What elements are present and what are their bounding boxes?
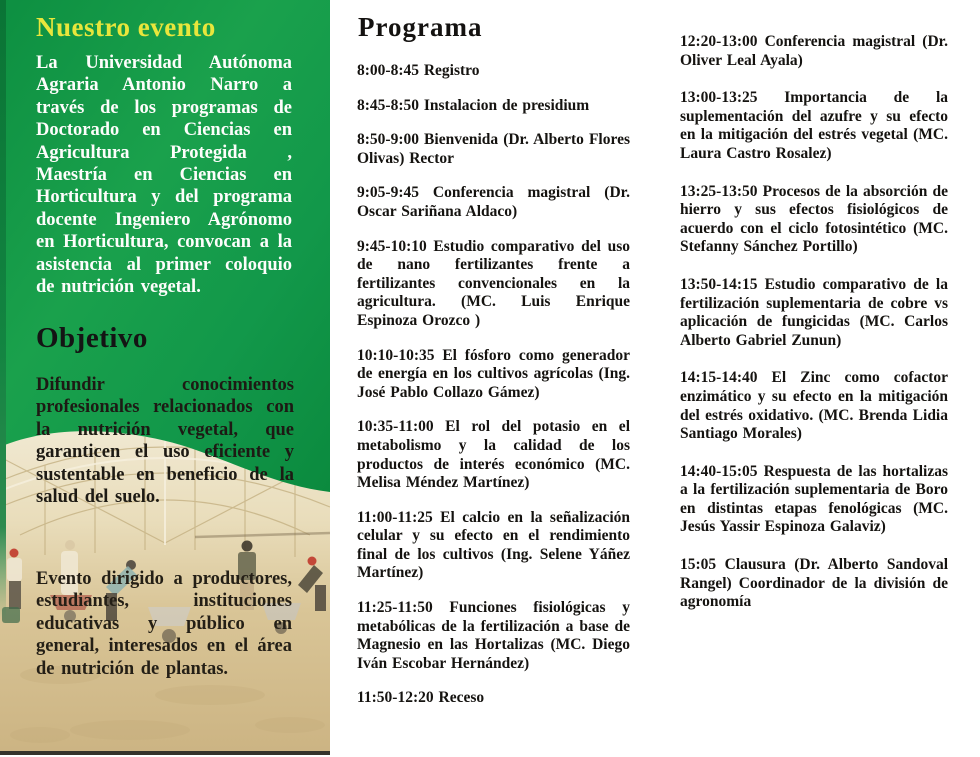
program-item: 15:05 Clausura (Dr. Alberto Sandoval Rangel) Coordinador de la división de agronomía — [680, 556, 948, 611]
event-intro-text: La Universidad Autónoma Agraria Antonio Narro a través de los programas de Doctorado en Ciencias en Agricultura Protegida , Maestría en Ciencias en Horticultura y del programa docente Ingeniero Agrónomo en Horticultura, convocan a la asistencia al primer coloquio de nutrición vegetal. — [36, 53, 292, 298]
program-item: 11:00-11:25 El calcio en la señalización celular y su efecto en el rendimiento final de los cultivos (Ing. Selene Yáñez Martínez) — [357, 508, 630, 582]
program-item: 14:15-14:40 El Zinc como cofactor enzimático y su efecto en la mitigación del estrés oxidativo. (MC. Brenda Lidia Santiago Morales) — [680, 369, 948, 443]
program-item: 10:35-11:00 El rol del potasio en el metabolismo y la calidad de los productos de interés económico (MC. Melisa Méndez Martínez) — [357, 418, 630, 492]
program-title: Programa — [358, 12, 483, 42]
left-edge-stripe — [0, 0, 6, 620]
audience-text: Evento dirigido a productores, estudiantes, instituciones educativas y público en general, interesados en el área de nutrición de plantas. — [36, 569, 292, 679]
left-panel-title: Nuestro evento — [36, 12, 216, 42]
left-panel — [0, 0, 330, 757]
program-item: 8:00-8:45 Registro — [357, 62, 480, 79]
program-item: 12:20-13:00 Conferencia magistral (Dr. Oliver Leal Ayala) — [680, 33, 948, 69]
program-item: 14:40-15:05 Respuesta de las hortalizas a la fertilización suplementaria de Boro en distintas etapas fenológicas (MC. Jesús Yassir Espinoza Galaviz) — [680, 462, 948, 536]
program-item: 13:25-13:50 Procesos de la absorción de hierro y sus efectos fisiológicos de acuerdo con el ciclo fotosintético (MC. Stefanny Sánchez Portillo) — [680, 182, 948, 256]
program-item: 8:45-8:50 Instalacion de presidium — [357, 96, 590, 114]
program-item: 9:45-10:10 Estudio comparativo del uso de nano fertilizantes frente a fertilizantes convencionales en la agricultura. (MC. Luis Enrique Espinoza Orozco ) — [357, 237, 630, 329]
program-item: 10:10-10:35 El fósforo como generador de energía en los cultivos agrícolas (Ing. José Pablo Collazo Gámez) — [357, 346, 630, 401]
program-column-1 — [357, 12, 630, 724]
program-column-2 — [680, 33, 948, 631]
objective-title: Objetivo — [36, 322, 148, 354]
program-item: 8:50-9:00 Bienvenida (Dr. Alberto Flores Olivas) Rector — [357, 131, 630, 167]
objective-text: Difundir conocimientos profesionales relacionados con la nutrición vegetal, que garanticen el uso eficiente y sustentable en beneficio de la salud del suelo. — [36, 375, 294, 508]
program-item: 9:05-9:45 Conferencia magistral (Dr. Oscar Sariñana Aldaco) — [357, 184, 630, 220]
program-item: 13:00-13:25 Importancia de la suplementación del azufre y su efecto en la mitigación del estrés vegetal (MC. Laura Castro Rosalez) — [680, 89, 948, 162]
photo-bottom-border — [0, 751, 330, 755]
program-item: 11:50-12:20 Receso — [357, 689, 485, 707]
program-item: 13:50-14:15 Estudio comparativo de la fertilización suplementaria de cobre vs aplicación de fungicidas (MC. Carlos Alberto Gabriel Zunun) — [680, 275, 948, 349]
program-item: 11:25-11:50 Funciones fisiológicas y metabólicas de la fertilización a base de Magnesio en las Hortalizas (MC. Diego Iván Escobar Hernández) — [357, 599, 630, 672]
